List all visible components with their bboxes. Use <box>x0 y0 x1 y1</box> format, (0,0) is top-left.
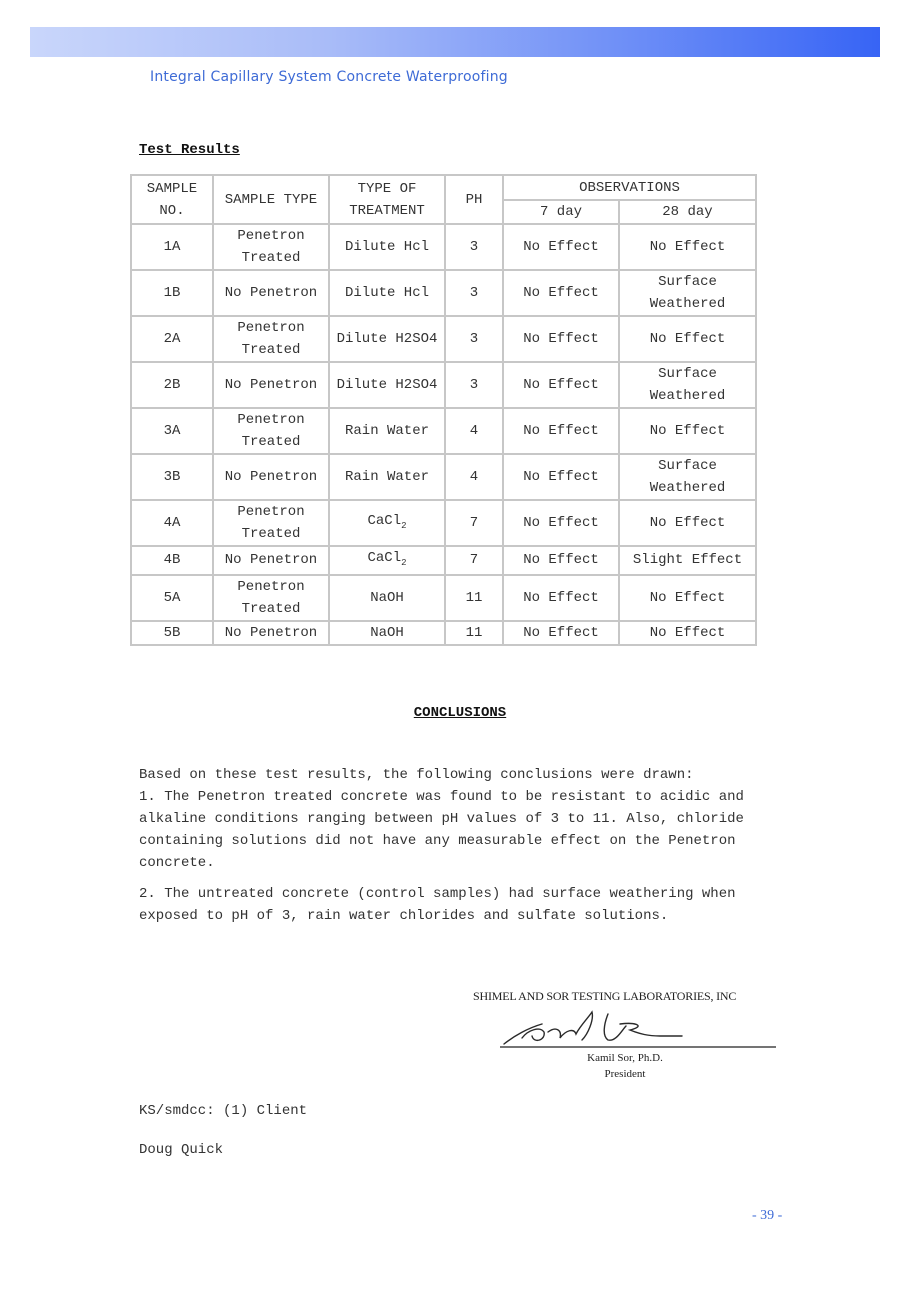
signatory-role: President <box>604 1068 646 1080</box>
formula-subscript: 2 <box>401 520 407 531</box>
section-title-test-results: Test Results <box>139 142 240 158</box>
cell-sample-type: Penetron Treated <box>213 224 329 270</box>
cell-28-day: Surface Weathered <box>619 454 756 500</box>
cell-7-day: No Effect <box>503 408 619 454</box>
conclusions-intro: Based on these test results, the following conclusions were drawn: <box>139 767 694 783</box>
cell-treatment: Rain Water <box>329 454 445 500</box>
cell-sample-type: No Penetron <box>213 454 329 500</box>
conclusions-heading-wrap <box>0 703 920 721</box>
table-header-row <box>131 175 756 200</box>
page-number: - 39 - <box>752 1208 783 1223</box>
cell-sample-no: 2A <box>131 316 213 362</box>
lab-name: SHIMEL AND SOR TESTING LABORATORIES, INC <box>473 989 737 1003</box>
cell-sample-type: Penetron Treated <box>213 575 329 621</box>
signature-block <box>470 988 780 1088</box>
cell-7-day: No Effect <box>503 546 619 575</box>
cell-sample-no: 5B <box>131 621 213 645</box>
table-row <box>131 270 756 316</box>
cell-ph: 4 <box>445 454 503 500</box>
cell-7-day: No Effect <box>503 362 619 408</box>
cell-28-day: No Effect <box>619 316 756 362</box>
formula-subscript: 2 <box>401 557 407 568</box>
cell-28-day: No Effect <box>619 500 756 546</box>
cell-ph: 7 <box>445 546 503 575</box>
formula-base: CaCl <box>367 550 402 566</box>
conclusion-point-2: 2. The untreated concrete (control samples) had surface weathering when exposed to pH of 3, rain water chlorides and sulfate solutions. <box>139 886 736 924</box>
cell-treatment <box>329 500 445 546</box>
header-ph: PH <box>445 175 503 224</box>
table-row <box>131 408 756 454</box>
cell-sample-no: 4A <box>131 500 213 546</box>
header-banner <box>30 27 880 57</box>
cell-sample-type: Penetron Treated <box>213 500 329 546</box>
cell-sample-no: 5A <box>131 575 213 621</box>
handwritten-signature <box>470 1000 780 1054</box>
table-row <box>131 546 756 575</box>
cell-sample-type: No Penetron <box>213 546 329 575</box>
cell-treatment: Dilute Hcl <box>329 270 445 316</box>
cell-sample-type: No Penetron <box>213 621 329 645</box>
header-treatment: TYPE OF TREATMENT <box>329 175 445 224</box>
cell-sample-type: Penetron Treated <box>213 316 329 362</box>
cell-7-day: No Effect <box>503 621 619 645</box>
cell-28-day: No Effect <box>619 575 756 621</box>
cell-28-day: Slight Effect <box>619 546 756 575</box>
cell-ph: 11 <box>445 575 503 621</box>
cell-sample-no: 3B <box>131 454 213 500</box>
cell-7-day: No Effect <box>503 270 619 316</box>
cell-28-day: No Effect <box>619 224 756 270</box>
cell-28-day: Surface Weathered <box>619 270 756 316</box>
cell-ph: 3 <box>445 224 503 270</box>
cell-treatment: Dilute H2SO4 <box>329 316 445 362</box>
cell-treatment: NaOH <box>329 621 445 645</box>
cell-sample-type: Penetron Treated <box>213 408 329 454</box>
header-7-day: 7 day <box>503 200 619 224</box>
table-row <box>131 621 756 645</box>
cell-7-day: No Effect <box>503 454 619 500</box>
conclusions-heading: CONCLUSIONS <box>413 705 507 721</box>
cell-28-day: No Effect <box>619 621 756 645</box>
recipient-line: Doug Quick <box>139 1142 224 1158</box>
cell-ph: 4 <box>445 408 503 454</box>
cell-treatment <box>329 546 445 575</box>
header-sample-no: SAMPLE NO. <box>131 175 213 224</box>
cell-28-day: No Effect <box>619 408 756 454</box>
signatory-name: Kamil Sor, Ph.D. <box>587 1052 663 1064</box>
cell-sample-no: 1B <box>131 270 213 316</box>
table-row <box>131 454 756 500</box>
cell-7-day: No Effect <box>503 224 619 270</box>
header-observations: OBSERVATIONS <box>503 175 756 200</box>
table-row <box>131 224 756 270</box>
header-sample-type: SAMPLE TYPE <box>213 175 329 224</box>
table-row <box>131 362 756 408</box>
cell-7-day: No Effect <box>503 575 619 621</box>
cell-sample-no: 1A <box>131 224 213 270</box>
cell-ph: 11 <box>445 621 503 645</box>
table-row <box>131 500 756 546</box>
test-results-table <box>130 174 757 646</box>
cell-sample-no: 2B <box>131 362 213 408</box>
cell-treatment: Dilute Hcl <box>329 224 445 270</box>
header-28-day: 28 day <box>619 200 756 224</box>
cell-sample-no: 4B <box>131 546 213 575</box>
cell-ph: 7 <box>445 500 503 546</box>
cell-sample-type: No Penetron <box>213 270 329 316</box>
cell-28-day: Surface Weathered <box>619 362 756 408</box>
cell-7-day: No Effect <box>503 500 619 546</box>
cell-sample-type: No Penetron <box>213 362 329 408</box>
cell-treatment: NaOH <box>329 575 445 621</box>
cell-ph: 3 <box>445 362 503 408</box>
cell-7-day: No Effect <box>503 316 619 362</box>
cell-ph: 3 <box>445 270 503 316</box>
cell-sample-no: 3A <box>131 408 213 454</box>
document-header-title: Integral Capillary System Concrete Waterproofing <box>150 69 508 85</box>
conclusion-point-1: 1. The Penetron treated concrete was found to be resistant to acidic and alkaline conditions ranging between pH values of 3 to 11. Also, chloride containing solutions did not have any measurable effect on the Penetron concrete. <box>139 789 744 871</box>
formula-base: CaCl <box>367 512 402 529</box>
table-row <box>131 316 756 362</box>
cc-line: KS/smdcc: (1) Client <box>139 1103 308 1119</box>
table-row <box>131 575 756 621</box>
cell-ph: 3 <box>445 316 503 362</box>
cell-treatment: Dilute H2SO4 <box>329 362 445 408</box>
cell-treatment: Rain Water <box>329 408 445 454</box>
